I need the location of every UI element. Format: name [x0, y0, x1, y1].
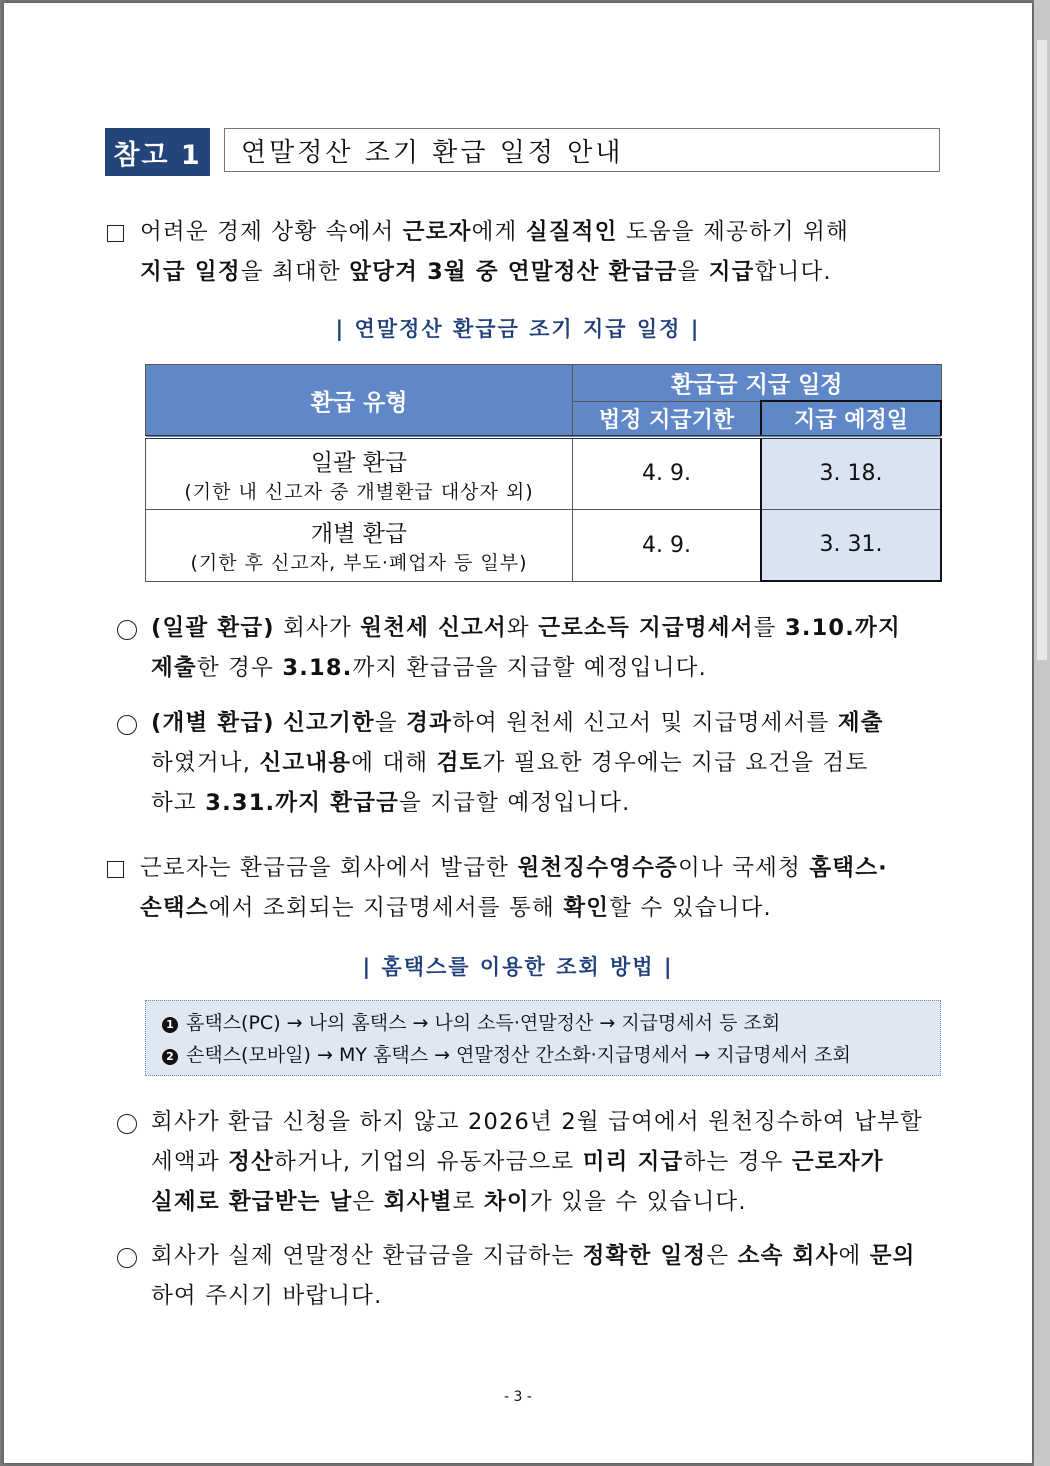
text-run: 로 [452, 1189, 484, 1215]
col-legal-deadline: 법정 지급기한 [573, 401, 762, 437]
text-run: 신고기한 [283, 710, 375, 736]
bullet3-line-3 [151, 1182, 747, 1222]
document-page [4, 3, 1032, 1463]
intro-line-1 [140, 212, 849, 252]
text-run: 근로자가 [791, 1149, 884, 1175]
text-run: 에서 조회되는 지급명세서를 통해 [208, 895, 564, 921]
text-run: 원천징수영수증 [517, 855, 678, 881]
para2-line-2 [140, 888, 772, 928]
text-run: 소속 회사 [737, 1243, 839, 1269]
bullet2-line-1 [151, 703, 884, 743]
howto-step [162, 1007, 940, 1039]
refund-type-label: 개별 환급 [310, 521, 408, 547]
text-run: 제출 [151, 655, 197, 681]
text-run: 근로자 [402, 219, 472, 245]
square-bullet-icon [107, 861, 124, 878]
bullet1-line-2 [151, 648, 707, 688]
refund-type-label: 일괄 환급 [310, 449, 408, 476]
text-run: 제출 [837, 710, 884, 736]
text-run [275, 710, 283, 736]
intro-line-2 [140, 252, 832, 292]
text-run: (일괄 환급) [151, 615, 275, 641]
howto-step-text: 홈택스(PC) → 나의 홈택스 → 나의 소득·연말정산 → 지급명세서 등 조회 [186, 1012, 781, 1034]
text-run: 차이 [483, 1189, 530, 1215]
refund-schedule-table [145, 364, 942, 582]
section-header [105, 128, 624, 176]
circle-bullet-icon [117, 620, 137, 640]
text-run: 하여 주시기 바랍니다. [151, 1283, 383, 1309]
text-run: 에 대해 [351, 750, 437, 776]
text-run: 3.10.까지 [784, 615, 901, 641]
bullet1-line-1 [151, 608, 901, 648]
text-run: 정확한 일정 [582, 1243, 707, 1269]
row-type-cell [146, 509, 573, 581]
col-refund-schedule: 환급금 지급 일정 [573, 365, 942, 402]
row-type-cell [146, 437, 573, 509]
scrollbar-thumb[interactable] [1037, 40, 1047, 660]
text-run: 원천세 신고서 [360, 615, 507, 641]
text-run: 회사가 환급 신청을 하지 않고 2026년 2월 급여에서 원천징수하여 납부할 [151, 1109, 923, 1135]
legal-deadline-cell: 4. 9. [573, 509, 762, 581]
text-run: 할 수 있습니다. [609, 895, 772, 921]
text-run: 회사가 [274, 615, 361, 641]
col-planned-date: 지급 예정일 [761, 401, 941, 437]
text-run: (개별 환급) [151, 710, 275, 736]
text-run: 은 [352, 1189, 384, 1215]
text-run: 가 필요한 경우에는 지급 요건을 검토 [482, 750, 869, 776]
schedule-table-title: | 연말정산 환급금 조기 지급 일정 | [335, 317, 701, 341]
section-tag: 참고 1 [105, 128, 210, 176]
howto-step-text: 손택스(모바일) → MY 홈택스 → 연말정산 간소화·지급명세서 → 지급명세서 조회 [186, 1044, 851, 1066]
text-run: 어려운 경제 상황 속에서 [140, 219, 403, 245]
text-run: 실제로 환급받는 날 [151, 1189, 353, 1215]
howto-step [162, 1039, 940, 1071]
text-run: 을 최대한 [240, 259, 350, 285]
text-run: 세액과 [151, 1149, 229, 1175]
legal-deadline-cell: 4. 9. [573, 437, 762, 509]
vertical-scrollbar[interactable] [1034, 0, 1050, 1466]
bullet3-line-2 [151, 1142, 884, 1182]
circle-bullet-icon [117, 1114, 137, 1134]
planned-date-cell: 3. 31. [761, 509, 941, 581]
text-run: 경과 [406, 710, 453, 736]
howto-title: | 홈택스를 이용한 조회 방법 | [362, 955, 674, 979]
text-run: 하는 경우 [683, 1149, 792, 1175]
text-run: 를 [753, 615, 785, 641]
text-run: 와 [506, 615, 539, 641]
bullet3-line-1 [151, 1102, 923, 1142]
text-run: 은 [706, 1243, 738, 1269]
planned-date-cell: 3. 18. [761, 437, 941, 509]
bullet2-line-3 [151, 783, 631, 823]
text-run: 회사별 [383, 1189, 453, 1215]
text-run: 문의 [869, 1243, 916, 1269]
text-run: 을 [374, 710, 407, 736]
text-run: 손택스 [140, 895, 209, 921]
step-number-icon: 2 [162, 1049, 178, 1065]
text-run: 확인 [563, 895, 610, 921]
text-run: 하여 원천세 신고서 및 지급명세서를 [452, 710, 838, 736]
circle-bullet-icon [117, 1248, 137, 1268]
bullet4-line-1 [151, 1236, 916, 1276]
text-run: 합니다. [754, 259, 832, 285]
text-run: 지급 [708, 259, 755, 285]
text-run: 근로자는 환급금을 회사에서 발급한 [140, 855, 518, 881]
text-run: 도움을 제공하기 위해 [617, 219, 850, 245]
bullet2-line-2 [151, 743, 868, 783]
col-refund-type: 환급 유형 [146, 365, 573, 438]
refund-type-note: (기한 후 신고자, 부도·폐업자 등 일부) [190, 552, 528, 574]
text-run: 에게 [471, 219, 526, 245]
text-run: 지급 일정 [140, 259, 241, 285]
text-run: 홈택스· [809, 855, 888, 881]
text-run: 신고내용 [259, 750, 352, 776]
text-run: 하거나, 기업의 유동자금으로 [274, 1149, 583, 1175]
text-run: 하였거나, [151, 750, 260, 776]
text-run: 에 [838, 1243, 870, 1269]
text-run: 이나 국세청 [677, 855, 810, 881]
step-number-icon: 1 [162, 1017, 178, 1033]
para2-line-1 [140, 848, 888, 888]
text-run: 을 지급할 예정입니다. [399, 790, 631, 816]
text-run: 근로소득 지급명세서 [538, 615, 754, 641]
howto-box [145, 1000, 941, 1076]
refund-type-note: (기한 내 신고자 중 개별환급 대상자 외) [184, 480, 534, 503]
text-run: 정산 [228, 1149, 275, 1175]
circle-bullet-icon [117, 715, 137, 735]
text-run: 앞당겨 3월 중 연말정산 환급금 [349, 259, 678, 285]
text-run: 3.31.까지 환급금 [205, 790, 400, 816]
page-number: - 3 - [504, 1389, 532, 1405]
text-run: 까지 환급금을 지급할 예정입니다. [352, 655, 707, 681]
text-run: 3.18. [282, 655, 353, 681]
text-run: 미리 지급 [582, 1149, 684, 1175]
text-run: 실질적인 [525, 219, 618, 245]
text-run: 가 있을 수 있습니다. [529, 1189, 747, 1215]
bullet4-line-2 [151, 1276, 382, 1316]
text-run: 한 경우 [196, 655, 283, 681]
text-run: 을 [677, 259, 709, 285]
square-bullet-icon [107, 225, 124, 242]
section-title: 연말정산 조기 환급 일정 안내 [224, 128, 940, 172]
text-run: 검토 [436, 750, 483, 776]
text-run: 하고 [151, 790, 206, 816]
text-run: 회사가 실제 연말정산 환급금을 지급하는 [151, 1243, 583, 1269]
